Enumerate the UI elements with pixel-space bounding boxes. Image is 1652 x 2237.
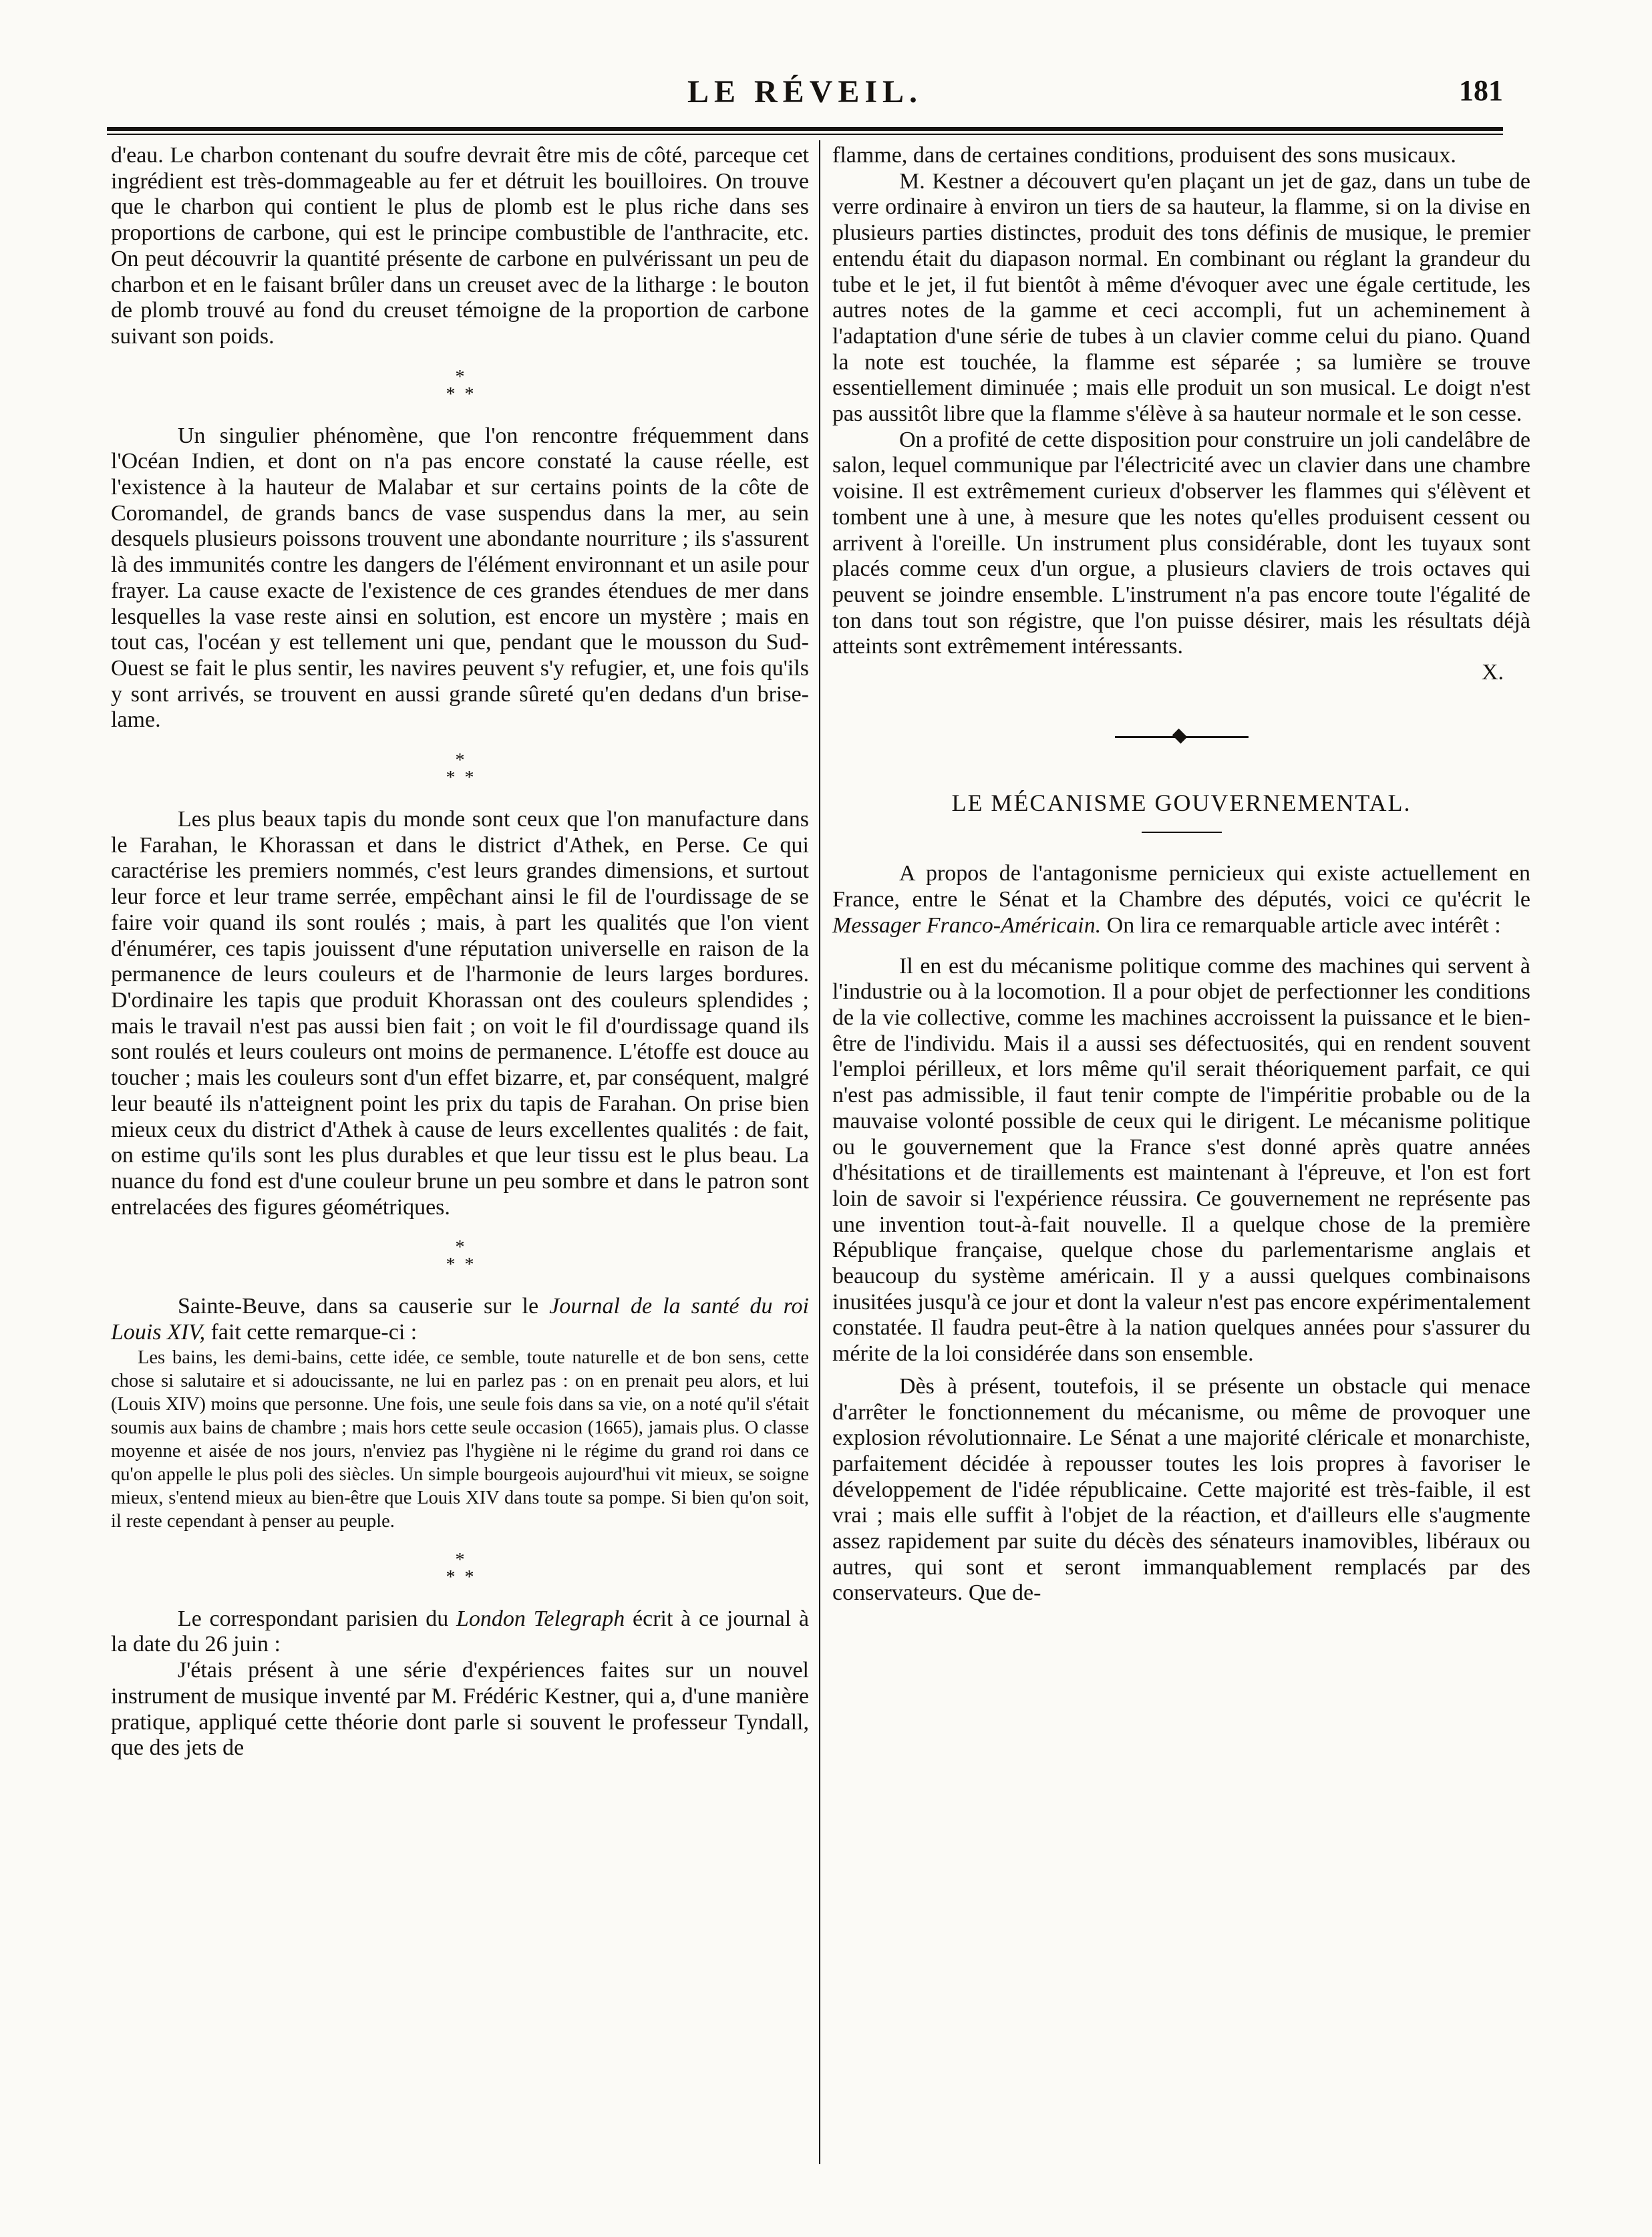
text-run: fait cette remarque-ci : bbox=[205, 1320, 418, 1345]
asterism-divider: * ** bbox=[446, 1549, 484, 1588]
paragraph-sainte-beuve bbox=[111, 1294, 809, 1345]
column-divider bbox=[819, 140, 820, 2164]
newspaper-name-italic: Messager Franco-Américain. bbox=[832, 912, 1102, 938]
paragraph-flamme: flamme, dans de certaines conditions, produisent des sons musicaux. bbox=[832, 143, 1456, 168]
header-double-rule bbox=[107, 127, 1503, 135]
text-run: A propos de l'antagonisme pernicieux qui existe actuellement en France, entre le Sénat et la Chambre des députés, voici ce qu'écrit le bbox=[832, 861, 1530, 912]
right-column bbox=[832, 143, 1530, 1606]
paragraph-kestner: M. Kestner a découvert qu'en plaçant un jet de gaz, dans un tube de verre ordinaire à environ un tiers de sa hauteur, la flamme, si on la divise en plusieurs parties distinctes, produit des tons définis de musique, le premier entendu était du diapason normal. En combinant ou réglant la grandeur du tube et le jet, il fut bientôt à même d'évoquer avec une égale certitude, les autres notes de la gamme et ceci accompli, fut un acheminement à l'adaptation d'une série de tubes à un clavier comme celui du piano. Quand la note est touchée, la flamme est séparée ; sa lumière se trouve essentiellement diminuée ; mais elle produit un son musical. Le doigt n'est pas aussitôt libre que la flamme s'élève à sa hauteur normale et le son cesse. bbox=[832, 168, 1530, 427]
paragraph-antagonisme bbox=[832, 861, 1530, 938]
ornament-divider bbox=[1115, 730, 1249, 743]
paragraph-ocean-indien: Un singulier phénomène, que l'on rencontre fréquemment dans l'Océan Indien, et dont on n'a pas encore constaté la cause réelle, est l'existence à la hauteur de Malabar et sur certains points de la côte de Coromandel, de grands bancs de vase suspendus dans la mer, au sein desquels plusieurs poissons trouvent une abondante nourriture ; ils s'assurent là des immunités contre les dangers de l'élément environnant et un asile pour frayer. La cause exacte de l'existence de ces grandes étendues de mer dans lesquelles la vase reste ainsi en solution, est encore un mystère ; mais en tout cas, l'océan y est tellement uni que, pendant que le mousson du Sud-Ouest se fait le plus sentir, les navires peuvent s'y refugier, et, une fois qu'ils y sont arrivés, se trouvent en aussi grande sûreté qu'en dedans d'un brise-lame. bbox=[111, 423, 809, 733]
paragraph-kestner-intro: J'étais présent à une série d'expériences faites sur un nouvel instrument de musique inventé par M. Frédéric Kestner, qui a, d'une manière pratique, appliqué cette théorie dont parle si souvent le professeur Tyndall, que des jets de bbox=[111, 1658, 809, 1761]
left-column bbox=[111, 143, 809, 1761]
asterism-divider: * ** bbox=[446, 366, 484, 405]
text-run: On lira ce remarquable article avec intérêt : bbox=[1101, 912, 1501, 938]
quote-block: Les bains, les demi-bains, cette idée, ce semble, toute naturelle et de bon sens, cette chose si salutaire et si adoucissante, ne lui en parlez pas : on en prenait peu alors, et lui (Louis XIV) moins que personne. Une fois, une seule fois dans sa vie, on a noté qu'il s'était soumis aux bains de chambre ; mais hors cette seule occasion (1665), jamais plus. O classe moyenne et aisée de nos jours, n'enviez pas l'hygiène ni le régime du grand roi dans ce qu'on appelle le plus poli des siècles. Un simple bourgeois aujourd'hui vit mieux, se soigne mieux, s'entend mieux au bien-être que Louis XIV dans toute sa pompe. Si bien qu'on soit, il reste cependant à penser au peuple. bbox=[111, 1347, 809, 1532]
paragraph-mecanisme: Il en est du mécanisme politique comme des machines qui servent à l'industrie ou à la locomotion. Il a pour objet de perfectionner les conditions de la vie collective, comme les machines accroissent la puissance et le bien-être de l'individu. Mais il a aussi ses défectuosités, qui en rendent souvent l'emploi périlleux, et lors même qu'il serait théoriquement parfait, ce qui n'est pas admissible, il faut tenir compte de l'impéritie probable ou de la mauvaise volonté possible de ceux qui le dirigent. Le mécanisme politique ou le gouvernement que la France s'est donné après quatre années d'hésitations et de tiraillements est maintenant à l'épreuve, et l'on est fort loin de savoir si l'expérience réussira. Ce gouvernement ne représente pas une invention tout-à-fait nouvelle. Il a quelque chose de la première République française, quelque chose du parlementarisme anglais et beaucoup du système américain. Il y a aussi quelques combinaisons inusitées jusqu'à ce jour et dont la valeur n'est pas encore expérimentalement constatée. Il faudra peut-être à la nation quelques années pour s'assurer du mérite de la loi considérée dans son ensemble. bbox=[832, 953, 1530, 1367]
paragraph-obstacle: Dès à présent, toutefois, il se présente un obstacle qui menace d'arrêter le fonctionnement du mécanisme, ou même de provoquer une explosion révolutionnaire. Le Sénat a une majorité cléricale et monarchiste, parfaitement décidée à repousser toutes les lois propres à favoriser le développement de l'idée républicaine. Cette majorité est très-faible, il est vrai ; mais elle suffit à l'objet de la réaction, et d'ailleurs elle s'augmente assez rapidement par suite du décès des sénateurs inamovibles, libéraux ou autres, qui sont et seront immanquablement remplacés par des conservateurs. Que de- bbox=[832, 1373, 1530, 1606]
paragraph-candelabre: On a profité de cette disposition pour construire un joli candelâbre de salon, lequel communique par l'électricité avec un clavier dans une chambre voisine. Il est extrêmement curieux d'observer les flammes qui s'élèvent et tombent une à une, à mesure que les notes qu'elles produisent cessent ou arrivent à l'oreille. Un instrument plus considérable, dont les tuyaux sont placés comme ceux d'un orgue, a plusieurs claviers de trois octaves qui peuvent se joindre ensemble. L'instrument n'a pas encore toute l'égalité de ton dans tout son régistre, que l'on puisse désirer, mais les résultats déjà atteints sont extrêmement intéressants. bbox=[832, 427, 1530, 659]
asterism-divider: * ** bbox=[446, 1237, 484, 1276]
page-number: 181 bbox=[1459, 74, 1503, 107]
paragraph-charbon: d'eau. Le charbon contenant du soufre devrait être mis de côté, parceque cet ingrédient est très-dommageable au fer et détruit les bouilloires. On trouve que le charbon qui contient le plus de plomb est le plus riche dans ses proportions de carbone, qui est le principe combustible de l'anthracite, etc. On peut découvrir la quantité présente de carbone en pulvérissant un peu de charbon et en le faisant brûler dans un creuset avec de la litharge : le bouton de plomb trouvé au fond du creuset témoigne de la proportion de carbone suivant son poids. bbox=[111, 143, 809, 349]
text-run: Sainte-Beuve, dans sa causerie sur le bbox=[178, 1294, 550, 1319]
journal-title: LE RÉVEIL. bbox=[687, 74, 923, 110]
paragraph-correspondant bbox=[111, 1606, 809, 1658]
page-header bbox=[107, 73, 1503, 127]
asterism-divider: * ** bbox=[446, 750, 484, 789]
author-signature: X. bbox=[1481, 660, 1504, 685]
journal-title-italic: Journal de la santé du roi Louis XIV, bbox=[111, 1294, 809, 1345]
text-run: écrit à ce journal à la date du 26 juin : bbox=[111, 1606, 809, 1657]
section-title: LE MÉCANISME GOUVERNEMENTAL. bbox=[951, 789, 1412, 816]
newspaper-name-italic: London Telegraph bbox=[456, 1606, 625, 1631]
paragraph-tapis: Les plus beaux tapis du monde sont ceux que l'on manufacture dans le Farahan, le Khorassan et dans le district d'Athek, en Perse. Ce qui caractérise les premiers nommés, c'est leurs grandes dimensions, et surtout leur force et leur trame serrée, empêchant ainsi le fil de l'ourdissage de se faire voir quand ils sont roulés ; mais, à part les qualités que l'on vient d'énumérer, ces tapis jouissent d'une réputation universelle en raison de la permanence de leurs couleurs et de l'harmonie de leurs larges bordures. D'ordinaire les tapis que produit Khorassan ont des couleurs splendides ; mais le travail n'est pas aussi bien fait ; on voit le fil d'ourdissage quand ils sont roulés et leurs couleurs ont moins de permanence. L'étoffe est douce au toucher ; mais les couleurs sont d'un effet bizarre, et, par conséquent, malgré leur beauté ils n'atteignent point les prix du tapis de Farahan. On prise bien mieux ceux du district d'Athek à cause de leurs excellentes qualités : de fait, on estime qu'ils sont les plus durables et que leur tissu est le plus beau. La nuance du fond est d'une couleur brune un peu sombre et dans le patron sont entrelacées des figures géométriques. bbox=[111, 807, 809, 1220]
title-rule bbox=[1142, 832, 1222, 833]
text-run: Le correspondant parisien du bbox=[178, 1606, 456, 1631]
